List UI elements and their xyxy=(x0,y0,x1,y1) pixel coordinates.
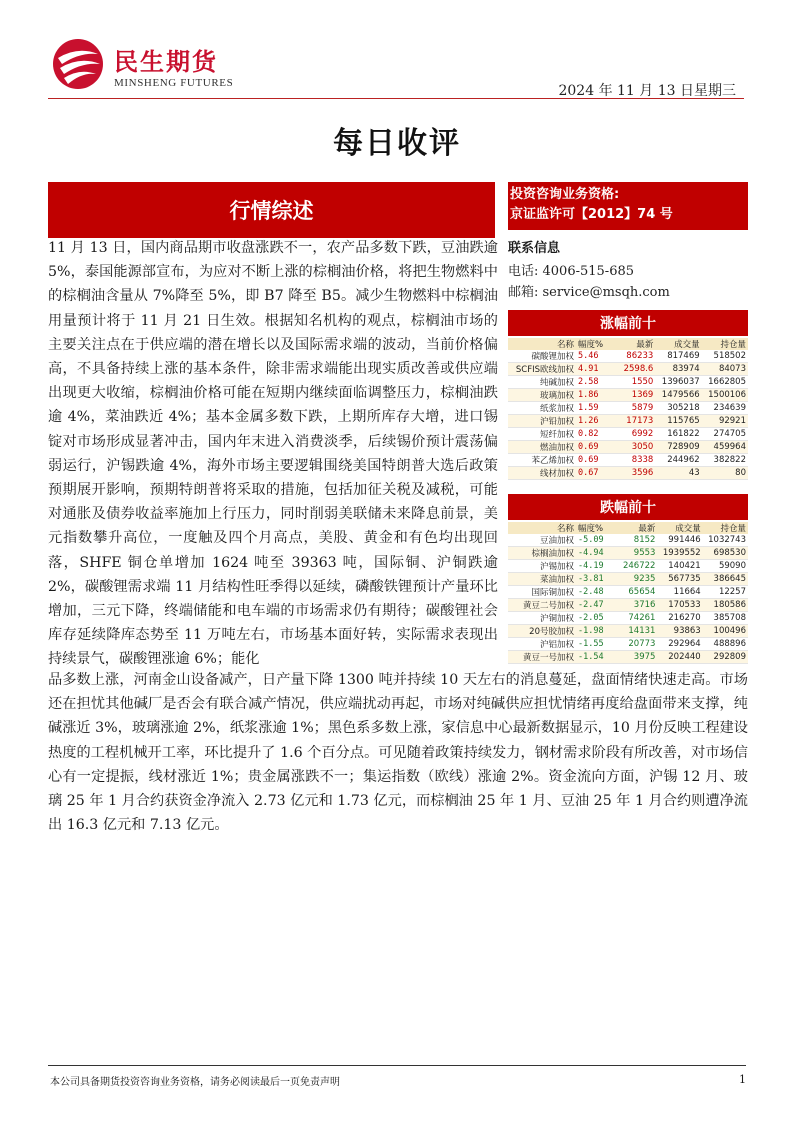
section-title: 行情综述 xyxy=(229,199,314,223)
table-header-row xyxy=(508,338,748,350)
table-cell: -1.55 xyxy=(576,638,618,651)
table-cell: 6992 xyxy=(618,428,655,441)
table-cell: 1.59 xyxy=(576,402,618,415)
table-cell: 698530 xyxy=(703,547,748,560)
table-cell: 黄豆一号加权 xyxy=(508,651,576,664)
table-row xyxy=(508,363,748,376)
table-cell: 短纤加权 xyxy=(508,428,576,441)
table-cell: 11664 xyxy=(657,586,702,599)
table-cell: 488896 xyxy=(703,638,748,651)
table-cell: 苯乙烯加权 xyxy=(508,454,576,467)
table-row xyxy=(508,415,748,428)
column-header: 幅度% xyxy=(576,522,618,534)
losers-title: 跌幅前十 xyxy=(508,494,748,520)
table-cell: 59090 xyxy=(703,560,748,573)
table-cell: 246722 xyxy=(618,560,657,573)
table-cell: 382822 xyxy=(702,454,748,467)
report-date: 2024 年 11 月 13 日星期三 xyxy=(558,83,736,99)
table-cell: -2.48 xyxy=(576,586,618,599)
table-cell: 1.26 xyxy=(576,415,618,428)
table-cell: 17173 xyxy=(618,415,655,428)
table-cell: -4.19 xyxy=(576,560,618,573)
table-cell: 83974 xyxy=(655,363,701,376)
gainers-title: 涨幅前十 xyxy=(508,310,748,336)
table-cell: 5.46 xyxy=(576,350,618,363)
table-cell: 8338 xyxy=(618,454,655,467)
table-cell: 1.86 xyxy=(576,389,618,402)
qualification-line-1: 投资咨询业务资格: xyxy=(510,187,620,202)
column-header: 最新 xyxy=(618,338,655,350)
table-cell: 9553 xyxy=(618,547,657,560)
table-cell: 84073 xyxy=(702,363,748,376)
table-cell: 3716 xyxy=(618,599,657,612)
table-cell: -1.98 xyxy=(576,625,618,638)
section-banner xyxy=(48,182,495,238)
table-cell: 292964 xyxy=(657,638,702,651)
table-cell: 93863 xyxy=(657,625,702,638)
table-cell: -3.81 xyxy=(576,573,618,586)
losers-table xyxy=(508,522,748,664)
table-cell: 43 xyxy=(655,467,701,480)
column-header: 成交量 xyxy=(657,522,702,534)
table-row xyxy=(508,389,748,402)
qualification-line-2: 京证监许可【2012】74 号 xyxy=(510,207,673,222)
table-cell: 3975 xyxy=(618,651,657,664)
table-cell: 1369 xyxy=(618,389,655,402)
table-row xyxy=(508,547,748,560)
table-cell: 1500106 xyxy=(702,389,748,402)
footer-divider xyxy=(48,1065,746,1066)
brand-name-en: MINSHENG FUTURES xyxy=(114,77,234,89)
table-cell: 459964 xyxy=(702,441,748,454)
brand-name-cn: 民生期货 xyxy=(114,48,218,76)
table-cell: 国际铜加权 xyxy=(508,586,576,599)
table-row xyxy=(508,441,748,454)
table-cell: 0.69 xyxy=(576,454,618,467)
table-cell: 0.67 xyxy=(576,467,618,480)
table-row xyxy=(508,560,748,573)
table-cell: 202440 xyxy=(657,651,702,664)
minsheng-logo-icon xyxy=(50,38,106,90)
table-cell: 沪铜加权 xyxy=(508,612,576,625)
table-row xyxy=(508,586,748,599)
table-cell: 玻璃加权 xyxy=(508,389,576,402)
table-cell: 20号胶加权 xyxy=(508,625,576,638)
column-header: 成交量 xyxy=(655,338,701,350)
table-cell: -2.47 xyxy=(576,599,618,612)
column-header: 名称 xyxy=(508,338,576,350)
table-cell: 线材加权 xyxy=(508,467,576,480)
table-cell: 234639 xyxy=(702,402,748,415)
table-cell: 86233 xyxy=(618,350,655,363)
table-cell: 74261 xyxy=(618,612,657,625)
table-cell: 1032743 xyxy=(703,534,748,547)
contact-title: 联系信息 xyxy=(508,241,561,256)
table-cell: 180586 xyxy=(703,599,748,612)
table-cell: 棕榈油加权 xyxy=(508,547,576,560)
table-cell: 4.91 xyxy=(576,363,618,376)
column-header: 持仓量 xyxy=(703,522,748,534)
table-cell: 161822 xyxy=(655,428,701,441)
table-cell: 292809 xyxy=(703,651,748,664)
column-header: 持仓量 xyxy=(702,338,748,350)
table-cell: 274705 xyxy=(702,428,748,441)
table-row xyxy=(508,467,748,480)
table-cell: 991446 xyxy=(657,534,702,547)
table-cell: 170533 xyxy=(657,599,702,612)
table-cell: 92921 xyxy=(702,415,748,428)
table-cell: -4.94 xyxy=(576,547,618,560)
table-cell: 0.69 xyxy=(576,441,618,454)
table-row xyxy=(508,454,748,467)
body-paragraph-1: 11 月 13 日，国内商品期市收盘涨跌不一，农产品多数下跌，豆油跌逾 5%，泰国能源部宣布，为应对不断上涨的棕榈油价格，将把生物燃料中的棕榈油含量从 7%降至 5%，即 B7 降至 B5。减少生物燃料中棕榈油用量预计将于 11 月 21 日生效。根据知名机构的观点，棕榈油市场的主要关注点在于供应端的潜在增长以及国际需求端的波动，当前价格偏高，不具备持续上涨的基本条件，除非需求端能出现实质改善或供应端出现更大收缩，棕榈油价格可能在短期内继续面临调整压力，棕榈油跌逾 4%，菜油跌近 4%；基本金属多数下跌，上期所库存大增，进口锡锭对市场形成显著冲击，国内年末进入消费淡季，后续锡价预计震荡偏弱运行，沪锡跌逾 4%，海外市场主要逻辑围绕美国特朗普大选后政策预期展开影响，预期特朗普将采取的措施，包括加征关税及减税，可能对通胀及债券收益率施加上行压力，同时削弱美联储未来降息前景，美元指数攀升高位，一度触及四个月高点，美股、黄金和有色均出现回落，SHFE 铜仓单增加 1624 吨至 39363 吨，国际铜、沪铜跌逾 2%，碳酸锂需求端 11 月结构性旺季得以延续，磷酸铁锂预计产量环比增加，三元下降，终端储能和电车端的市场需求仍有期待；碳酸锂社会库存延续降库态势至 11 万吨左右，市场基本面好转，实际需求表现出持续景气，碳酸锂涨逾 6%；能化 xyxy=(48,240,498,668)
table-cell: 14131 xyxy=(618,625,657,638)
table-cell: 140421 xyxy=(657,560,702,573)
gainers-table xyxy=(508,338,748,480)
table-row xyxy=(508,612,748,625)
header-divider xyxy=(48,98,744,99)
table-cell: 燃油加权 xyxy=(508,441,576,454)
table-cell: 12257 xyxy=(703,586,748,599)
table-row xyxy=(508,638,748,651)
table-cell: 纯碱加权 xyxy=(508,376,576,389)
table-cell: 沪铝加权 xyxy=(508,638,576,651)
table-cell: 3050 xyxy=(618,441,655,454)
table-row xyxy=(508,428,748,441)
table-row xyxy=(508,573,748,586)
table-cell: 817469 xyxy=(655,350,701,363)
table-cell: 728909 xyxy=(655,441,701,454)
page-number: 1 xyxy=(739,1073,746,1086)
table-row xyxy=(508,534,748,547)
table-row xyxy=(508,350,748,363)
table-cell: 115765 xyxy=(655,415,701,428)
table-cell: -1.54 xyxy=(576,651,618,664)
table-cell: 2598.6 xyxy=(618,363,655,376)
table-row xyxy=(508,402,748,415)
column-header: 名称 xyxy=(508,522,576,534)
table-cell: 518502 xyxy=(702,350,748,363)
table-cell: 沪铅加权 xyxy=(508,415,576,428)
table-row xyxy=(508,625,748,638)
table-cell: 3596 xyxy=(618,467,655,480)
table-cell: 1939552 xyxy=(657,547,702,560)
table-cell: -2.05 xyxy=(576,612,618,625)
table-cell: 8152 xyxy=(618,534,657,547)
table-cell: 20773 xyxy=(618,638,657,651)
table-cell: 2.58 xyxy=(576,376,618,389)
page-title: 每日收评 xyxy=(333,126,461,161)
contact-phone: 电话: 4006-515-685 xyxy=(508,264,635,279)
table-cell: -5.09 xyxy=(576,534,618,547)
table-cell: 65654 xyxy=(618,586,657,599)
table-cell: 1479566 xyxy=(655,389,701,402)
column-header: 最新 xyxy=(618,522,657,534)
table-cell: 5879 xyxy=(618,402,655,415)
table-cell: 305218 xyxy=(655,402,701,415)
table-row xyxy=(508,599,748,612)
body-paragraph-2: 品多数上涨，河南金山设备减产，日产量下降 1300 吨并持续 10 天左右的消息蔓延，盘面情绪快速走高。市场还在担忧其他碱厂是否会有联合减产情况，供应端扰动再起，市场对纯碱供应担忧情绪再度给盘面带来支撑，纯碱涨近 3%，玻璃涨逾 2%，纸浆涨逾 1%；黑色系多数上涨，家信息中心最新数据显示，10 月份反映工程建设热度的工程机械开工率，环比提升了 1.6 个百分点。可见随着政策持续发力，钢材需求阶段有所改善，对市场信心有一定提振，线材涨近 1%；贵金属涨跌不一；集运指数（欧线）涨逾 2%。资金流向方面，沪锡 12 月、玻璃 25 年 1 月合约获资金净流入 2.73 亿元和 1.73 亿元，而棕榈油 25 年 1 月、豆油 25 年 1 月合约则遭净流出 16.3 亿元和 7.13 亿元。 xyxy=(48,672,748,834)
contact-email: 邮箱: service@msqh.com xyxy=(508,285,670,300)
table-cell: 100496 xyxy=(703,625,748,638)
table-cell: 黄豆二号加权 xyxy=(508,599,576,612)
table-cell: 244962 xyxy=(655,454,701,467)
table-cell: 1662805 xyxy=(702,376,748,389)
table-row xyxy=(508,651,748,664)
table-cell: 碳酸锂加权 xyxy=(508,350,576,363)
table-cell: 385708 xyxy=(703,612,748,625)
table-row xyxy=(508,376,748,389)
table-cell: 1550 xyxy=(618,376,655,389)
table-cell: 216270 xyxy=(657,612,702,625)
table-cell: SCFIS欧线加权 xyxy=(508,363,576,376)
table-header-row xyxy=(508,522,748,534)
table-cell: 豆油加权 xyxy=(508,534,576,547)
table-cell: 纸浆加权 xyxy=(508,402,576,415)
table-cell: 386645 xyxy=(703,573,748,586)
table-cell: 80 xyxy=(702,467,748,480)
table-cell: 沪锡加权 xyxy=(508,560,576,573)
table-cell: 9235 xyxy=(618,573,657,586)
column-header: 幅度% xyxy=(576,338,618,350)
qualification-box xyxy=(508,182,748,230)
table-cell: 567735 xyxy=(657,573,702,586)
table-cell: 1396037 xyxy=(655,376,701,389)
table-cell: 菜油加权 xyxy=(508,573,576,586)
footer-disclaimer: 本公司具备期货投资咨询业务资格，请务必阅读最后一页免责声明 xyxy=(50,1077,340,1088)
table-cell: 0.82 xyxy=(576,428,618,441)
